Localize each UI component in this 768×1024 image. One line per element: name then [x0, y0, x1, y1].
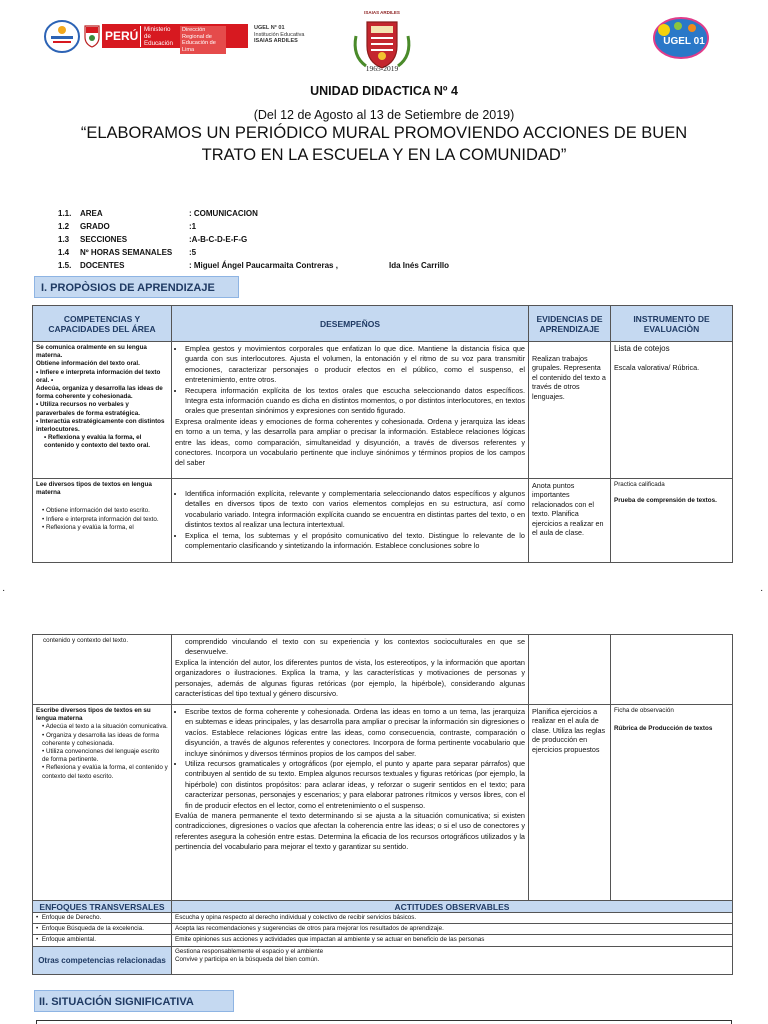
table-row	[33, 705, 733, 901]
unit-name-line1: “ELABORAMOS UN PERIÓDICO MURAL PROMOVIENDO ACCIONES DE BUEN	[80, 124, 688, 142]
ugel-label: UGEL N° 01	[254, 25, 285, 31]
enfoques-table	[32, 900, 733, 975]
competence-oral-cell: Se comunica oralmente en su lengua materna. Obtiene información del texto oral. • Infiere e interpreta información del texto oral. • Adecúa, organiza y desarrolla las ideas de forma coherente y cohesionada. • Utiliza recursos no verbales y paraverbales de forma estratégica. • Interactúa estratégicamente con distintos interlocutores. • Reflexiona y evalúa la forma, el contenido y contexto del texto oral.	[33, 342, 172, 479]
info-row: 1.2 GRADO :1	[58, 222, 197, 231]
instrumento-oral-cell: Lista de cotejos Escala valorativa/ Rúbrica.	[611, 342, 733, 479]
desempenos-read-cell: • Identifica información explícita, relevante y complementaria seleccionando datos específicos y algunos detalles en diversos tipos de texto con varios elementos complejos en su estructura, así como vocabulario variado. Integra información explícita cuando se encuentra en distintas partes del texto, o en distintos textos al realizar una lectura intertextual. • Explica el tema, los subtemas y el propósito comunicativo del texto. Distingue lo relevante de lo complementario clasificando y sintetizando la información. Establece conclusiones sobre lo	[172, 479, 529, 563]
evidencias-read-cell: Anota puntos importantes relacionados con el texto. Planifica ejercicios a realizar en el aula de clase.	[529, 479, 611, 563]
col-header-competencias: COMPETENCIAS Y CAPACIDADES DEL ÁREA	[33, 306, 172, 342]
instrumento-read-cell: Practica calificada Prueba de comprensión de textos.	[611, 479, 733, 563]
actitudes-header: ACTITUDES OBSERVABLES	[172, 901, 733, 913]
evidencias-write-cell: Planifica ejercicios a realizar en el aula de clase. Utiliza las reglas de producción en ejercicios propuestos	[529, 705, 611, 901]
crest-years: 1965-2019	[365, 64, 399, 73]
table-row	[33, 342, 733, 479]
table-header-row	[33, 306, 733, 342]
competence-read-cont-cell: contenido y contexto del texto.	[33, 635, 172, 705]
desempenos-write-cell: • Escribe textos de forma coherente y cohesionada. Ordena las ideas en torno a un tema, las jerarquiza en subtemas e ideas principales, y las desarrolla para ampliar o precisar la información sin digresiones o vacíos. Establece relaciones lógicas entre las ideas, como consecuencia, contraste, comparación o disyunción, a través de algunos referentes y conectores. Incorpora de forma pertinente vocabulario que incluye sinónimos y diversos términos propios de los campos del saber. • Utiliza recursos gramaticales y ortográficos (por ejemplo, el punto y aparte para separar párrafos) que contribuyen al sentido de su texto. Emplea algunos recursos textuales y figuras retóricas (por ejemplo, la hipérbole) con distintos propósitos: para aclarar ideas, y reforzar o sugerir sentidos en el texto; para caracterizar personas, personajes y escenarios; y para elaborar patrones rítmicos y versos libres, con el fin de producir efectos en el lector, como el entretenimiento o el suspenso. Evalúa de manera permanente el texto determinando si se ajusta a la situación comunicativa; si existen contradicciones, digresiones o vacíos que afectan la coherencia entre las ideas; o si el uso de conectores y referentes asegura la cohesión entre estas. Determina la eficacia de los recursos ortográficos utilizados y la pertinencia del vocabulario para mejorar el texto y garantizar su sentido.	[172, 705, 529, 901]
school-crest-logo: ISAIAS ARDILES 1965-2019	[350, 10, 414, 74]
evidencias-read-cont-cell	[529, 635, 611, 705]
otras-competencias-label: Otras competencias relacionadas	[33, 946, 172, 974]
education-oval-logo	[44, 20, 80, 53]
instrumento-write-cell: Ficha de observación Rúbrica de Producción de textos	[611, 705, 733, 901]
competence-read-cell: Lee diversos tipos de textos en lengua materna • Obtiene información del texto escrito. • Infiere e interpreta información del texto. • Reflexiona y evalúa la forma, el	[33, 479, 172, 563]
page-mark: ·	[760, 585, 764, 596]
enfoques-header-row	[33, 901, 733, 913]
instrumento-read-cont-cell	[611, 635, 733, 705]
ugel-text-block	[254, 25, 314, 49]
table-row	[33, 635, 733, 705]
peru-label: PERÚ	[105, 29, 139, 43]
peru-ministerio-banner	[102, 24, 248, 53]
info-row: 1.3 SECCIONES :A-B-C-D-E-F-G	[58, 235, 248, 244]
enfoque-row: • Enfoque Búsqueda de la excelencia. Acepta las recomendaciones y sugerencias de otros para mejorar los resultados de aprendizaje.	[33, 924, 733, 935]
page-mark: ·	[2, 585, 6, 596]
enfoque-row: • Enfoque ambiental. Emite opiniones sus acciones y actividades que impactan al ambiente y se actuar en beneficio de las personas	[33, 935, 733, 946]
learning-purposes-table-continued	[32, 634, 733, 901]
col-header-evidencias: EVIDENCIAS DE APRENDIZAJE	[529, 306, 611, 342]
col-header-instrumento: INSTRUMENTO DE EVALUACIÒN	[611, 306, 733, 342]
direccion-label: Dirección Regional de Educación de Lima	[180, 26, 226, 54]
header-logos	[0, 0, 768, 80]
situacion-box-top	[36, 1020, 732, 1024]
col-header-desempenos: DESEMPEÑOS	[172, 306, 529, 342]
peru-shield-logo	[83, 24, 101, 48]
ugel-01-logo: UGEL 01	[652, 16, 710, 60]
unit-dates: (Del 12 de Agosto al 13 de Setiembre de 2019)	[253, 108, 515, 122]
enfoques-header: ENFOQUES TRANSVERSALES	[33, 901, 172, 913]
evidencias-oral-cell: Realizan trabajos grupales. Representa el contenido del texto a través de otros lenguajes.	[529, 342, 611, 479]
info-row: 1.4 Nº HORAS SEMANALES :5	[58, 248, 197, 257]
docente-2: Ida Inés Carrillo	[389, 261, 450, 270]
unit-name-line2: TRATO EN LA ESCUELA Y EN LA COMUNIDAD”	[201, 146, 567, 164]
institucion-label: Institución Educativa	[254, 31, 305, 38]
competence-write-cell: Escribe diversos tipos de textos en su lengua materna • Adecúa el texto a la situación comunicativa. • Organiza y desarrolla las ideas de forma coherente y cohesionada. • Utiliza convenciones del lenguaje escrito de forma pertinente. • Reflexiona y evalúa la forma, el contenido y contexto del texto escrito.	[33, 705, 172, 901]
info-row: 1.5. DOCENTES : Miguel Ángel Paucarmaita Contreras , Ida Inés Carrillo	[58, 261, 450, 270]
section-title-situacion: II. SITUACIÓN SIGNIFICATIVA	[34, 990, 234, 1012]
info-row: 1.1. AREA : COMUNICACION	[58, 209, 258, 218]
desempenos-read-cont-cell: comprendido vinculando el texto con su experiencia y los contextos socioculturales en que se desenvuelve. Explica la intención del autor, los diferentes puntos de vista, los estereotipos, y la información que aportan organizadores o ilustraciones. Explica la trama, y las características y motivaciones de personas y personajes, además de algunas figuras retóricas (por ejemplo, la hipérbole), considerando algunas características del tipo textual y género discursivo.	[172, 635, 529, 705]
unit-title: UNIDAD DIDACTICA Nº 4	[310, 84, 458, 98]
desempenos-oral-cell: • Emplea gestos y movimientos corporales que enfatizan lo que dice. Mantiene la distancia física que guarda con sus interlocutores. Ajusta el volumen, la entonación y el ritmo de su voz para transmitir emociones, caracterizar personajes o producir efectos en el público, como el suspenso, el entretenimiento, entre otros. • Recupera información explícita de los textos orales que escucha seleccionando datos específicos. Integra esta información cuando es dicha en distintos momentos, o por distintos interlocutores, en textos orales que presentan sinónimos y expresiones con sentido figurado. Expresa oralmente ideas y emociones de forma coherentes y cohesionada. Ordena y jerarquiza las ideas en torno a un tema, y las desarrolla para ampliar o precisar la información. Establece relaciones lógicas entre las ideas, como comparación, simultaneidad y disyunción, a través de diversos referentes y conectores. Incorpora un vocabulario pertinente que incluye sinónimos y términos propios de los campos del saber	[172, 342, 529, 479]
table-row	[33, 479, 733, 563]
enfoque-row: • Enfoque de Derecho. Escucha y opina respecto al derecho individual y colectivo de recibir servicios básicos.	[33, 913, 733, 924]
ie-name-label: ISAIAS ARDILES	[254, 38, 298, 45]
ministerio-label: Ministerio de Educación	[140, 26, 176, 47]
section-title-proposito: I. PROPÒSIOS DE APRENDIZAJE	[34, 276, 239, 298]
otras-competencias-row: Otras competencias relacionadas Gestiona responsablemente el espacio y el ambiente Convive y participa en la búsqueda del bien común.	[33, 946, 733, 974]
learning-purposes-table	[32, 305, 733, 563]
